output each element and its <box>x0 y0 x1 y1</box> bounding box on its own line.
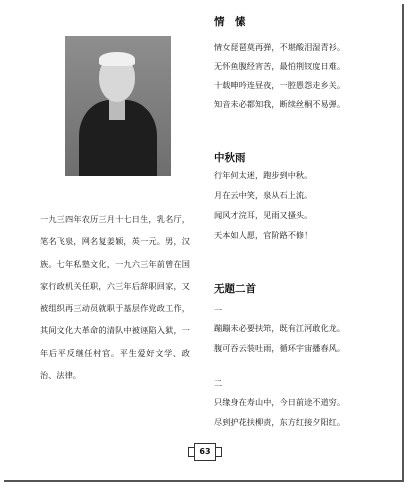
poem-line: 腹可吞云装吐雨，循环宇宙播春风。 <box>214 343 346 353</box>
page-number: 63 <box>194 443 216 461</box>
poem-line: 只缘身在寿山中，今日前途不道穷。 <box>214 397 346 407</box>
portrait-hair <box>99 52 135 66</box>
poem-line: 月在云中笑，泉从石上流。 <box>214 190 313 200</box>
section-title-zhongqiuyu: 中秋雨 <box>214 152 246 164</box>
poem-line: 尽到护花扶柳责，东方红接夕阳红。 <box>214 417 346 427</box>
poem-line: 情女琵琶莫再弹，不堪酸泪湿青衫。 <box>214 42 346 52</box>
poem-line: 无怀鱼腹经宵苦，最怕荆钗度日难。 <box>214 61 346 71</box>
poem-line: 天本如人愿，官阶路不修！ <box>214 230 313 240</box>
author-bio: 一九三四年农历三月十七日生，乳名厅，笔名飞泉，网名复姜颖，英一元。男，汉族。七年私塾文化，一九六三年前曾在国家行政机关任职，六三年后辞职回家，又被组织再三动员就职于基层作党政工作，其间文化大革命的清队中被诬陷入狱，一年后平反继任村官。平生爱好文学、政治、法律。 <box>40 214 190 381</box>
poem-line: 知音未必都知我，断续丝桐不易弹。 <box>214 99 346 109</box>
poem-number: 一 <box>214 305 223 315</box>
poem-line: 十载呻吟连昼夜，一腔愚怨走乡关。 <box>214 80 346 90</box>
poem-line: 闻风才浣耳，见雨又搔头。 <box>214 210 313 220</box>
poem-number: 二 <box>214 378 223 388</box>
section-title-qingsu: 情 愫 <box>214 16 246 28</box>
section-title-wuti: 无题二首 <box>214 283 256 295</box>
poem-line: 蹦蹦未必要扶筇，既有江河敢化龙。 <box>214 323 346 333</box>
portrait-collar <box>109 100 125 120</box>
author-portrait <box>65 36 171 176</box>
poem-line: 行年何太迷，跑步到中秋。 <box>214 170 313 180</box>
